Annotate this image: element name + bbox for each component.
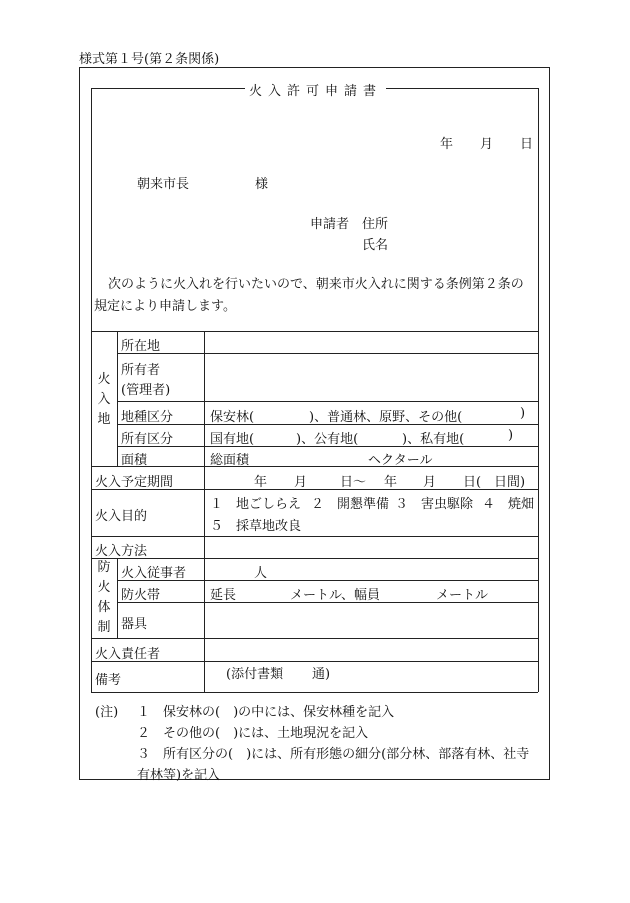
responsible-label: 火入責任者 [95, 647, 161, 662]
col-line-label-value [204, 331, 205, 692]
workers-label: 火入従事者 [121, 566, 187, 581]
period-day1: 日〜 [340, 475, 367, 490]
ownership-v3: )、私有地( [402, 432, 465, 447]
group-fire-site-text: 火 入 地 [97, 372, 111, 427]
form-number: 様式第１号(第２条関係) [79, 52, 220, 67]
firebreak-length: 延長 [210, 588, 237, 603]
group-fire-prevention-label [97, 558, 111, 638]
period-year2: 年 [384, 475, 398, 490]
group-fire-prevention-text: 防 火 体 制 [97, 560, 111, 635]
ownership-label: 所有区分 [121, 432, 174, 447]
title-rule-right [386, 88, 538, 89]
land-type-v3: ) [520, 406, 526, 421]
inner-right-border [538, 88, 539, 692]
col-line-fire-site-group [117, 331, 118, 466]
intro-line-1: 次のように火入れを行いたいので、朝来市火入れに関する条例第２条の [108, 277, 524, 292]
period-month2: 月 [423, 475, 437, 490]
purpose-option-1: １ 地ごしらえ [210, 497, 302, 512]
note-1: １ 保安林の( )の中には、保安林種を記入 [137, 705, 395, 720]
purpose-option-5: ５ 採草地改良 [210, 519, 302, 534]
row-line-purpose [91, 536, 538, 537]
date-month: 月 [480, 137, 494, 152]
title-rule-left [91, 88, 245, 89]
area-total: 総面積 [210, 453, 250, 468]
table-bottom-border [91, 692, 538, 693]
firebreak-meter: メートル [436, 588, 489, 603]
row-line-area [91, 466, 538, 467]
location-label: 所在地 [121, 339, 161, 354]
applicant-name: 氏名 [362, 238, 389, 253]
row-line-method [91, 558, 538, 559]
purpose-option-2: ２ 開懇準備 [311, 497, 390, 512]
period-day2: 日( [463, 475, 482, 490]
period-year1: 年 [254, 475, 268, 490]
purpose-option-4: ４ 焼畑 [482, 497, 535, 512]
period-label: 火入予定期間 [95, 475, 174, 490]
firebreak-meter-width: メートル、幅員 [290, 588, 380, 603]
purpose-label: 火入目的 [95, 509, 148, 524]
area-label: 面積 [121, 453, 148, 468]
intro-line-2: 規定により申請します。 [94, 299, 236, 314]
row-line-equipment [91, 638, 538, 639]
workers-unit: 人 [254, 566, 268, 581]
col-line-prevention-group [117, 558, 118, 638]
row-line-location [117, 353, 538, 354]
land-type-v2: )、普通林、原野、その他( [309, 410, 463, 425]
date-day: 日 [520, 137, 534, 152]
date-year: 年 [440, 137, 454, 152]
remarks-attached: (添付書類 [226, 667, 284, 682]
inner-left-border [91, 88, 92, 692]
ownership-v2: )、公有地( [296, 432, 359, 447]
remarks-count: 通) [312, 667, 331, 682]
firebreak-label: 防火帯 [121, 588, 161, 603]
owner-label-line1: 所有者 [121, 363, 161, 378]
ownership-v4: ) [508, 428, 514, 443]
period-days: 日間) [494, 475, 526, 490]
applicant-address: 住所 [362, 217, 389, 232]
note-3-line2: 有林等)を記入 [137, 768, 221, 783]
addressee-name: 朝来市長 [137, 177, 190, 192]
notes-head: (注) [95, 705, 119, 720]
period-month1: 月 [294, 475, 308, 490]
method-label: 火入方法 [95, 544, 148, 559]
equipment-label: 器具 [121, 617, 148, 632]
note-3-line1: ３ 所有区分の( )には、所有形態の細分(部分林、部落有林、社寺 [137, 747, 530, 762]
applicant-label: 申請者 [310, 217, 350, 232]
land-type-label: 地種区分 [121, 410, 174, 425]
land-type-v1: 保安林( [210, 410, 255, 425]
area-hectare: ヘクタール [368, 453, 433, 468]
note-2: ２ その他の( )には、土地現況を記入 [137, 726, 369, 741]
form-title: 火入許可申請書 [249, 84, 383, 99]
group-fire-site-label [97, 370, 111, 430]
addressee-honorific: 様 [255, 177, 269, 192]
remarks-label: 備考 [95, 673, 122, 688]
row-line-owner [117, 401, 538, 402]
ownership-v1: 国有地( [210, 432, 255, 447]
row-line-table-top [91, 331, 538, 332]
purpose-option-3: ３ 害虫駆除 [395, 497, 474, 512]
owner-label-line2: (管理者) [121, 383, 171, 398]
